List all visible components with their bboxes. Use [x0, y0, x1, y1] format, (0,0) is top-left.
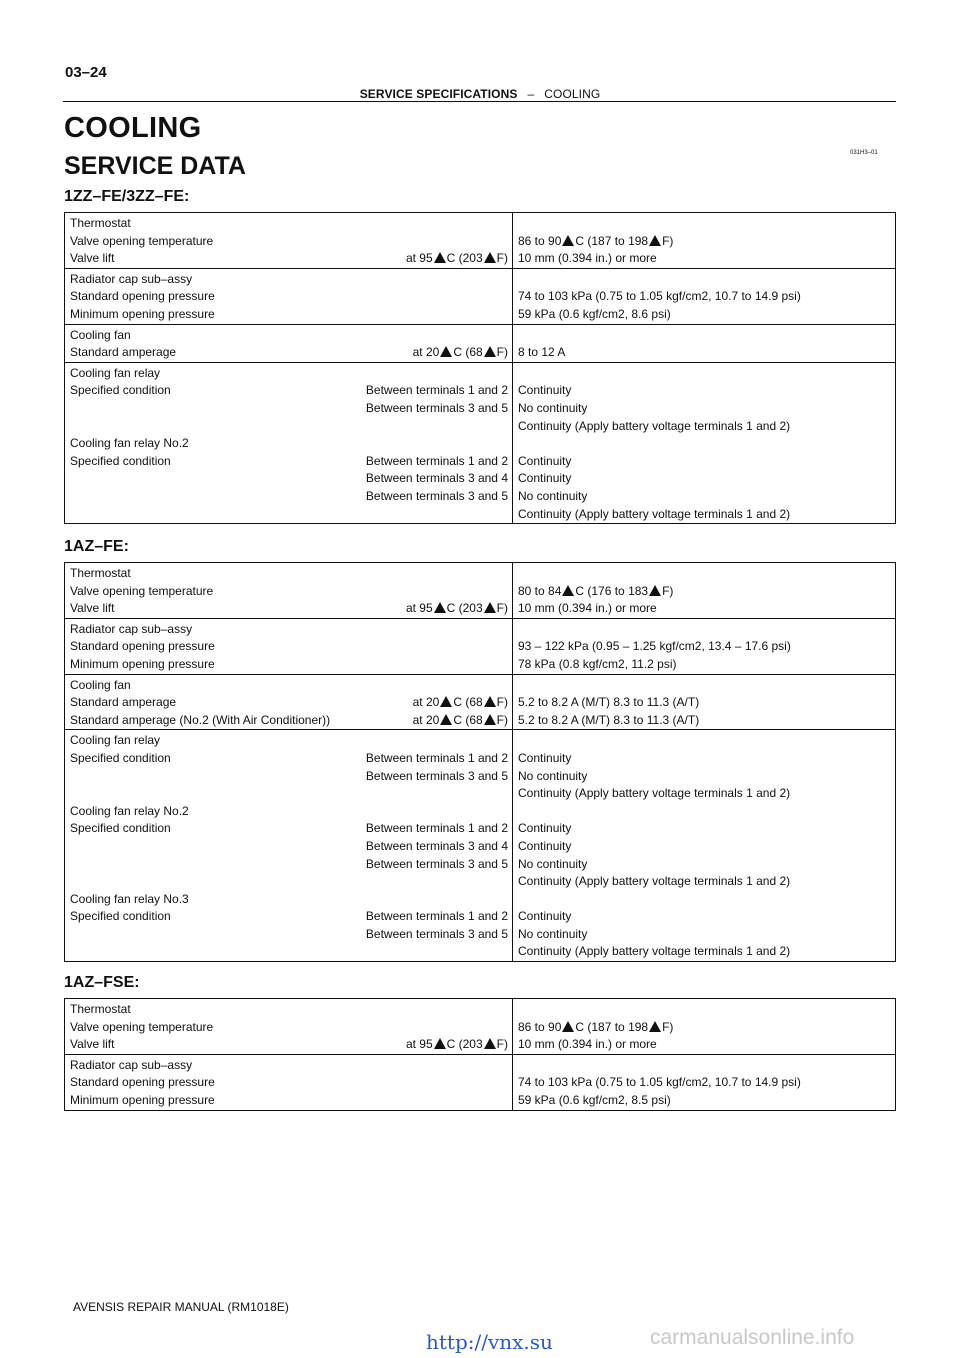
spec-item-line [70, 250, 508, 268]
spec-item-line [70, 382, 508, 400]
spec-value-cell [513, 362, 896, 523]
spec-item-line [70, 908, 508, 926]
spec-value: Continuity (Apply battery voltage terminals 1 and 2) [518, 786, 791, 801]
spec-value [518, 677, 891, 695]
spec-value: Continuity [518, 838, 572, 853]
spec-item-cell [65, 213, 513, 269]
triangle-degree-icon [484, 602, 496, 613]
spec-item-condition: Between terminals 3 and 5 [365, 488, 508, 503]
spec-item-line [70, 1019, 508, 1037]
spec-value-cell [513, 324, 896, 362]
spec-value [518, 1001, 891, 1019]
spec-item-condition: Between terminals 3 and 5 [365, 856, 508, 871]
triangle-degree-icon [484, 714, 496, 725]
spec-item-label: Cooling fan relay [70, 365, 161, 380]
spec-item-label: Minimum opening pressure [70, 656, 215, 671]
spec-value: 5.2 to 8.2 A (M/T) 8.3 to 11.3 (A/T) [518, 695, 700, 710]
spec-item-condition: Between terminals 1 and 2 [365, 383, 508, 398]
spec-group-row [65, 362, 896, 523]
spec-table [64, 562, 896, 962]
spec-item-condition: Between terminals 3 and 4 [365, 471, 508, 486]
spec-item-line [70, 400, 508, 418]
spec-item-line [70, 600, 508, 618]
spec-item-label: Standard opening pressure [70, 289, 215, 304]
spec-value: Continuity [518, 909, 572, 924]
spec-item-line [70, 344, 508, 362]
spec-item-label: Thermostat [70, 1002, 131, 1016]
spec-value-cell [513, 1054, 896, 1110]
spec-item-condition: Between terminals 1 and 2 [365, 821, 508, 836]
document-code: 031H3–01 [850, 150, 878, 156]
spec-item-line [70, 1036, 508, 1054]
spec-group-row [65, 618, 896, 674]
spec-value: Continuity (Apply battery voltage terminals 1 and 2) [518, 418, 791, 433]
spec-item-label: Thermostat [70, 216, 131, 230]
spec-value [518, 565, 891, 583]
spec-item-condition: at 95 C (203 F) [405, 601, 508, 616]
spec-item-cell [65, 324, 513, 362]
spec-item-line [70, 215, 508, 233]
spec-value: Continuity [518, 750, 572, 765]
spec-item-line [70, 288, 508, 306]
spec-item-line [70, 856, 508, 874]
spec-item-condition: at 95 C (203 F) [405, 251, 508, 266]
spec-value: 74 to 103 kPa (0.75 to 1.05 kgf/cm2, 10.7 to 14.9 psi) [518, 289, 801, 304]
spec-item-line [70, 750, 508, 768]
spec-item-line [70, 820, 508, 838]
triangle-degree-icon [562, 585, 574, 596]
spec-item-line [70, 453, 508, 471]
spec-item-condition: Between terminals 1 and 2 [365, 453, 508, 468]
spec-item-line [70, 506, 508, 524]
spec-item-label: Standard amperage (No.2 (With Air Conditioner)) [70, 712, 331, 727]
spec-value [518, 891, 891, 909]
spec-value: No continuity [518, 856, 588, 871]
spec-item-line [70, 943, 508, 961]
spec-value: 93 – 122 kPa (0.95 – 1.25 kgf/cm2, 13.4 – 17.6 psi) [518, 639, 791, 654]
spec-value: 74 to 103 kPa (0.75 to 1.05 kgf/cm2, 10.7 to 14.9 psi) [518, 1075, 801, 1090]
spec-item-label: Radiator cap sub–assy [70, 1057, 193, 1072]
spec-item-cell [65, 1054, 513, 1110]
spec-group-row [65, 999, 896, 1055]
triangle-degree-icon [562, 235, 574, 246]
spec-item-label: Standard amperage [70, 345, 177, 360]
spec-item-line [70, 768, 508, 786]
spec-item-line [70, 803, 508, 821]
spec-item-label: Standard amperage [70, 695, 177, 710]
spec-item-label: Valve opening temperature [70, 233, 214, 248]
spec-item-cell [65, 999, 513, 1055]
spec-item-label: Specified condition [70, 750, 171, 765]
spec-item-line [70, 712, 508, 730]
spec-group-row [65, 563, 896, 619]
spec-value: Continuity [518, 821, 572, 836]
page-title: COOLING [64, 112, 202, 144]
spec-item-line [70, 656, 508, 674]
engine-heading: 1AZ–FE: [64, 538, 129, 555]
spec-item-label: Specified condition [70, 909, 171, 924]
spec-value: No continuity [518, 488, 588, 503]
spec-item-label: Minimum opening pressure [70, 306, 215, 321]
watermark-site: carmanualsonline.info [650, 1326, 855, 1349]
spec-item-line [70, 233, 508, 251]
engine-heading: 1ZZ–FE/3ZZ–FE: [64, 188, 190, 205]
header-separator: – [527, 87, 535, 101]
spec-value-cell [513, 563, 896, 619]
spec-value [518, 271, 891, 289]
spec-value: 86 to 90 C (187 to 198 F) [518, 1019, 674, 1034]
spec-value [518, 215, 891, 233]
spec-item-label: Valve opening temperature [70, 583, 214, 598]
spec-value [518, 1057, 891, 1075]
spec-item-line [70, 926, 508, 944]
spec-value: 59 kPa (0.6 kgf/cm2, 8.6 psi) [518, 306, 671, 321]
spec-item-cell [65, 618, 513, 674]
spec-value: Continuity [518, 471, 572, 486]
page-subtitle: SERVICE DATA [64, 152, 246, 180]
spec-value: Continuity (Apply battery voltage terminals 1 and 2) [518, 874, 791, 889]
spec-value: Continuity (Apply battery voltage terminals 1 and 2) [518, 506, 791, 521]
triangle-degree-icon [484, 696, 496, 707]
header-section: SERVICE SPECIFICATIONS [359, 87, 518, 101]
spec-group-row [65, 674, 896, 730]
triangle-degree-icon [434, 602, 446, 613]
triangle-degree-icon [440, 346, 452, 357]
triangle-degree-icon [484, 252, 496, 263]
spec-item-condition: Between terminals 3 and 5 [365, 768, 508, 783]
triangle-degree-icon [434, 1038, 446, 1049]
spec-item-line [70, 891, 508, 909]
spec-item-condition: Between terminals 3 and 4 [365, 838, 508, 853]
spec-item-label: Specified condition [70, 453, 171, 468]
spec-item-cell [65, 730, 513, 962]
spec-item-label: Specified condition [70, 383, 171, 398]
spec-value [518, 621, 891, 639]
spec-item-line [70, 435, 508, 453]
spec-item-label: Specified condition [70, 821, 171, 836]
spec-value: 59 kPa (0.6 kgf/cm2, 8.5 psi) [518, 1092, 671, 1107]
engine-heading: 1AZ–FSE: [64, 974, 140, 991]
spec-value: 80 to 84 C (176 to 183 F) [518, 583, 674, 598]
spec-value: 8 to 12 A [518, 345, 566, 360]
header-rule [63, 101, 896, 102]
spec-item-cell [65, 674, 513, 730]
spec-item-condition: at 20 C (68 F) [412, 695, 508, 710]
spec-item-line [70, 785, 508, 803]
spec-item-line [70, 327, 508, 345]
spec-value: 86 to 90 C (187 to 198 F) [518, 233, 674, 248]
spec-group-row [65, 1054, 896, 1110]
spec-item-label: Cooling fan relay No.2 [70, 803, 189, 818]
running-header [0, 87, 960, 101]
footer-manual-name: AVENSIS REPAIR MANUAL (RM1018E) [73, 1300, 289, 1314]
watermark-url-link[interactable]: http://vnx.su [426, 1330, 553, 1354]
triangle-degree-icon [562, 1021, 574, 1032]
spec-item-label: Cooling fan [70, 677, 131, 692]
spec-value: Continuity [518, 383, 572, 398]
triangle-degree-icon [440, 696, 452, 707]
spec-table [64, 998, 896, 1111]
header-subsection: COOLING [544, 87, 601, 101]
spec-item-line [70, 677, 508, 695]
spec-item-label: Minimum opening pressure [70, 1092, 215, 1107]
spec-item-cell [65, 362, 513, 523]
spec-item-line [70, 488, 508, 506]
spec-item-label: Cooling fan relay No.3 [70, 891, 189, 906]
spec-item-line [70, 838, 508, 856]
spec-item-label: Valve opening temperature [70, 1019, 214, 1034]
spec-value-cell [513, 730, 896, 962]
spec-item-label: Standard opening pressure [70, 639, 215, 654]
triangle-degree-icon [649, 1021, 661, 1032]
spec-item-line [70, 694, 508, 712]
spec-value [518, 732, 891, 750]
spec-item-label: Radiator cap sub–assy [70, 271, 193, 286]
spec-value: No continuity [518, 400, 588, 415]
spec-item-label: Standard opening pressure [70, 1075, 215, 1090]
spec-item-condition: at 20 C (68 F) [412, 712, 508, 727]
spec-item-line [70, 873, 508, 891]
spec-item-label: Radiator cap sub–assy [70, 621, 193, 636]
triangle-degree-icon [440, 714, 452, 725]
spec-value-cell [513, 618, 896, 674]
spec-item-line [70, 565, 508, 583]
spec-value: 5.2 to 8.2 A (M/T) 8.3 to 11.3 (A/T) [518, 712, 700, 727]
spec-item-line [70, 638, 508, 656]
spec-value-cell [513, 999, 896, 1055]
spec-group-row [65, 730, 896, 962]
spec-item-label: Valve lift [70, 1037, 115, 1052]
spec-item-label: Valve lift [70, 251, 115, 266]
spec-item-line [70, 1092, 508, 1110]
spec-item-line [70, 732, 508, 750]
spec-item-condition: Between terminals 3 and 5 [365, 926, 508, 941]
spec-value: No continuity [518, 768, 588, 783]
spec-value [518, 327, 891, 345]
spec-group-row [65, 268, 896, 324]
triangle-degree-icon [649, 585, 661, 596]
spec-value: 10 mm (0.394 in.) or more [518, 601, 657, 616]
triangle-degree-icon [484, 346, 496, 357]
triangle-degree-icon [649, 235, 661, 246]
spec-value [518, 365, 891, 383]
spec-value: 10 mm (0.394 in.) or more [518, 1037, 657, 1052]
spec-item-line [70, 470, 508, 488]
spec-value-cell [513, 213, 896, 269]
spec-item-line [70, 365, 508, 383]
spec-group-row [65, 213, 896, 269]
spec-value [518, 435, 891, 453]
spec-value: 78 kPa (0.8 kgf/cm2, 11.2 psi) [518, 656, 677, 671]
spec-item-condition: Between terminals 1 and 2 [365, 909, 508, 924]
spec-value: Continuity (Apply battery voltage terminals 1 and 2) [518, 944, 791, 959]
spec-group-row [65, 324, 896, 362]
spec-item-label: Cooling fan relay [70, 733, 161, 748]
spec-item-condition: Between terminals 3 and 5 [365, 400, 508, 415]
triangle-degree-icon [484, 1038, 496, 1049]
spec-value [518, 803, 891, 821]
spec-item-line [70, 583, 508, 601]
spec-item-label: Cooling fan [70, 327, 131, 342]
spec-value: Continuity [518, 453, 572, 468]
spec-table [64, 212, 896, 524]
spec-item-line [70, 621, 508, 639]
spec-value: 10 mm (0.394 in.) or more [518, 251, 657, 266]
spec-item-line [70, 1057, 508, 1075]
spec-item-label: Thermostat [70, 566, 131, 580]
spec-value-cell [513, 268, 896, 324]
spec-item-condition: Between terminals 1 and 2 [365, 750, 508, 765]
page-number: 03–24 [65, 64, 107, 81]
spec-item-cell [65, 563, 513, 619]
spec-item-line [70, 1074, 508, 1092]
spec-item-label: Cooling fan relay No.2 [70, 436, 189, 451]
spec-item-line [70, 271, 508, 289]
spec-item-line [70, 306, 508, 324]
spec-item-label: Valve lift [70, 601, 115, 616]
spec-value-cell [513, 674, 896, 730]
spec-item-cell [65, 268, 513, 324]
triangle-degree-icon [434, 252, 446, 263]
spec-item-condition: at 95 C (203 F) [405, 1037, 508, 1052]
spec-item-condition: at 20 C (68 F) [412, 345, 508, 360]
spec-item-line [70, 418, 508, 436]
spec-item-line [70, 1001, 508, 1019]
spec-value: No continuity [518, 926, 588, 941]
